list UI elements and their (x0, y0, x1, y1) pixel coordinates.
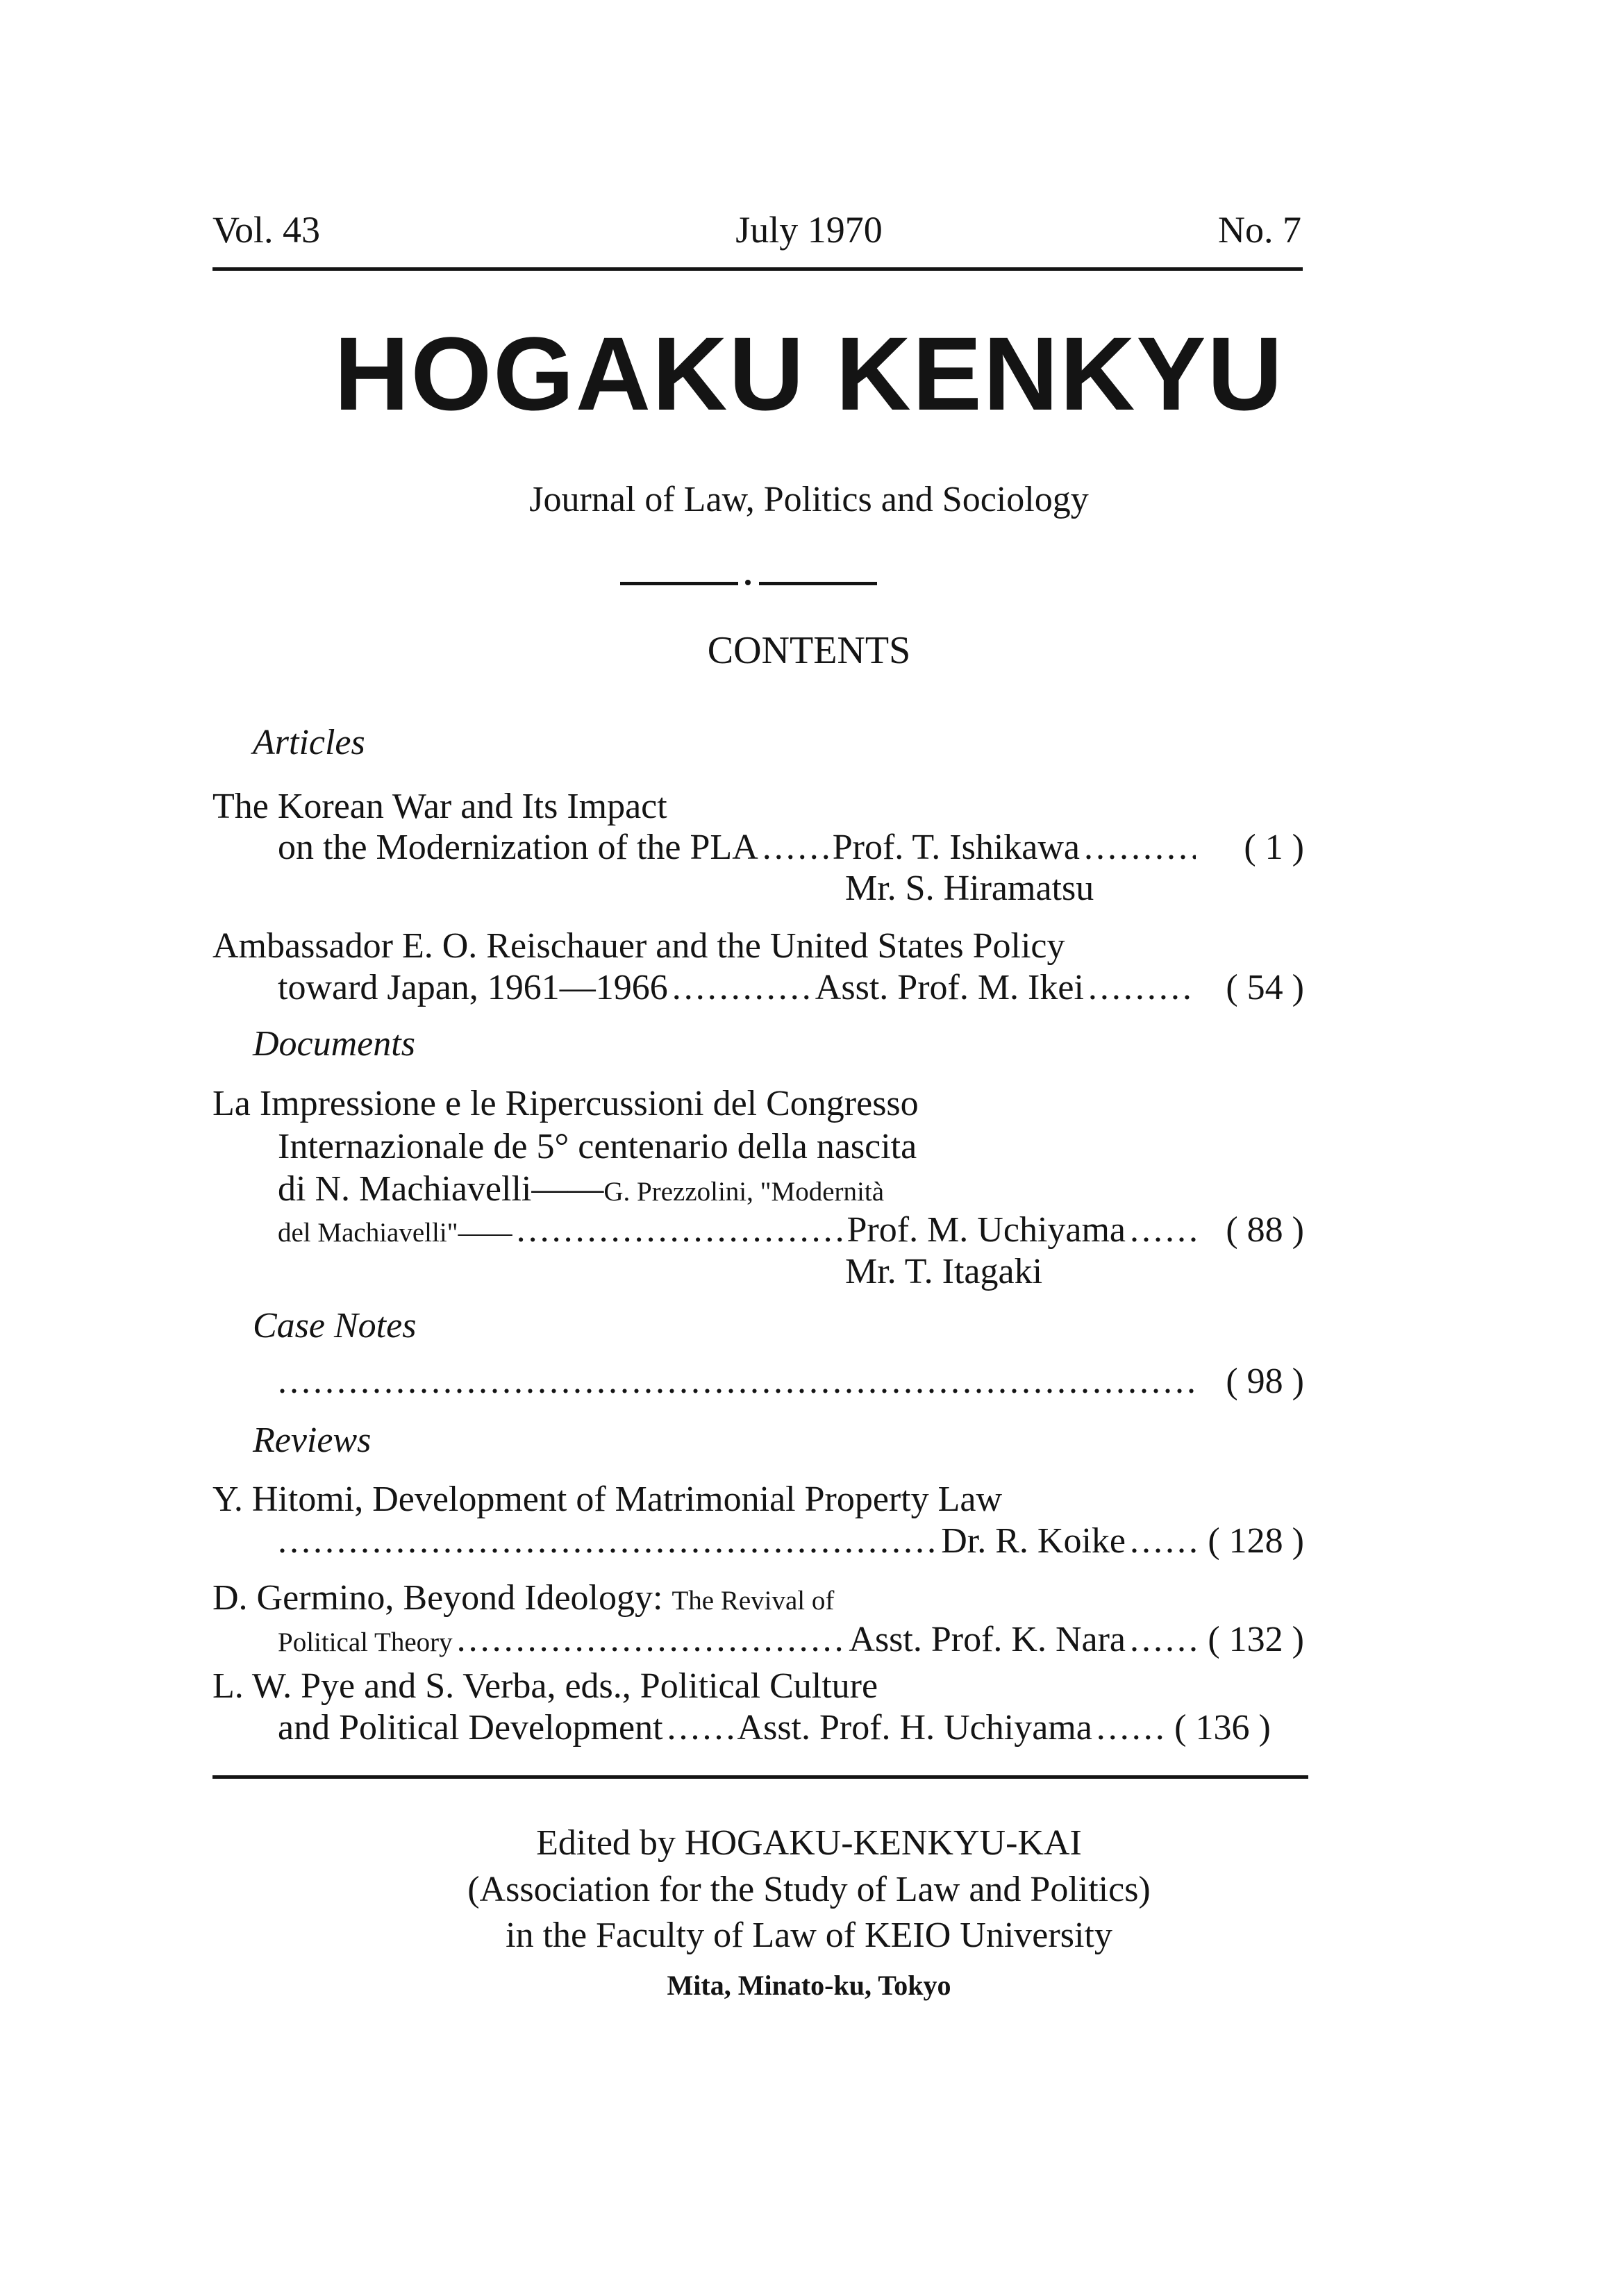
document-1-author2: Mr. T. Itagaki (845, 1252, 1043, 1291)
leader-dots (1096, 1707, 1162, 1748)
article-2-title-line2: toward Japan, 1961—1966 (278, 968, 668, 1007)
journal-title: HOGAKU KENKYU (334, 315, 1284, 432)
section-documents: Documents (253, 1024, 415, 1064)
address-line: Mita, Minato-ku, Tokyo (667, 1970, 951, 2001)
case-notes-entry (278, 1361, 1304, 1402)
review-1-entry (278, 1520, 1304, 1561)
review-3-entry (278, 1707, 1304, 1748)
leader-dots (667, 1707, 733, 1748)
document-1-line2: Internazionale de 5° centenario della nascita (278, 1127, 917, 1166)
ornament-rule-right (759, 582, 877, 585)
document-1-line1: La Impressione e le Ripercussioni del Congresso (212, 1084, 919, 1123)
article-1-title-line2: on the Modernization of the PLA (278, 828, 758, 867)
leader-dots (672, 967, 811, 1008)
leader-dots (517, 1209, 843, 1250)
leader-dots (762, 827, 828, 868)
leader-dots (1130, 1619, 1196, 1660)
leader-dots (278, 1520, 937, 1561)
review-2-author: Asst. Prof. K. Nara (849, 1620, 1126, 1659)
leader-dots (1130, 1520, 1196, 1561)
section-case-notes: Case Notes (253, 1306, 417, 1346)
article-2-entry (278, 967, 1304, 1008)
article-1-author: Prof. T. Ishikawa (832, 828, 1080, 867)
editor-line (0, 1822, 1618, 1863)
leader-dots (278, 1361, 1196, 1402)
footer-rule (212, 1775, 1308, 1779)
article-2-page: ( 54 ) (1226, 968, 1304, 1007)
issue-date: July 1970 (735, 209, 883, 251)
article-1-author2: Mr. S. Hiramatsu (845, 869, 1094, 908)
issue-number: No. 7 (1218, 209, 1301, 251)
document-1-author: Prof. M. Uchiyama (846, 1210, 1126, 1250)
section-reviews: Reviews (253, 1421, 372, 1460)
review-2-page: ( 132 ) (1208, 1620, 1304, 1659)
article-1-title-line1: The Korean War and Its Impact (212, 787, 667, 826)
review-3-line1: L. W. Pye and S. Verba, eds., Political Culture (212, 1666, 878, 1706)
document-1-line3 (278, 1167, 884, 1214)
ornament-rule-left (620, 582, 738, 585)
article-1-page: ( 1 ) (1244, 828, 1304, 867)
section-articles: Articles (253, 723, 365, 762)
document-1-page: ( 88 ) (1226, 1210, 1304, 1250)
leader-dots (1130, 1209, 1196, 1250)
review-1-author: Dr. R. Koike (941, 1521, 1126, 1561)
journal-subtitle: Journal of Law, Politics and Sociology (529, 480, 1089, 519)
article-1-entry (278, 827, 1304, 868)
ornament-dot (745, 580, 751, 585)
document-1-entry (278, 1209, 1304, 1250)
review-2-line1 (212, 1576, 834, 1623)
review-2-line1-small: The Revival of (672, 1586, 835, 1616)
contents-heading: CONTENTS (707, 629, 911, 672)
review-3-line2: and Political Development (278, 1708, 663, 1748)
review-1-page: ( 128 ) (1208, 1521, 1304, 1561)
association-line: (Association for the Study of Law and Politics) (467, 1870, 1151, 1909)
publisher-name: HOGAKU-KENKYU-KAI (684, 1823, 1082, 1863)
leader-dots (1088, 967, 1196, 1008)
document-1-line4-small: del Machiavelli"—— (278, 1218, 512, 1248)
review-1-line1: Y. Hitomi, Development of Matrimonial Property Law (212, 1480, 1003, 1519)
review-2-entry (278, 1619, 1304, 1660)
case-notes-page: ( 98 ) (1226, 1361, 1304, 1401)
review-2-line2-small: Political Theory (278, 1627, 453, 1657)
review-2-line1-main: D. Germino, Beyond Ideology: (212, 1578, 663, 1618)
edited-by-prefix: Edited by (536, 1823, 676, 1863)
review-3-author: Asst. Prof. H. Uchiyama (737, 1708, 1092, 1748)
leader-dots (1084, 827, 1196, 868)
review-3-page: ( 136 ) (1174, 1708, 1271, 1748)
article-2-author: Asst. Prof. M. Ikei (815, 968, 1084, 1007)
volume-label: Vol. 43 (212, 209, 321, 251)
university-line: in the Faculty of Law of KEIO University (506, 1916, 1112, 1955)
document-1-line3-small: G. Prezzolini, "Modernità (603, 1177, 885, 1207)
header-rule (212, 267, 1303, 271)
leader-dots (457, 1619, 845, 1660)
article-2-title-line1: Ambassador E. O. Reischauer and the United States Policy (212, 926, 1065, 966)
document-1-line3-main: di N. Machiavelli—— (278, 1169, 604, 1209)
